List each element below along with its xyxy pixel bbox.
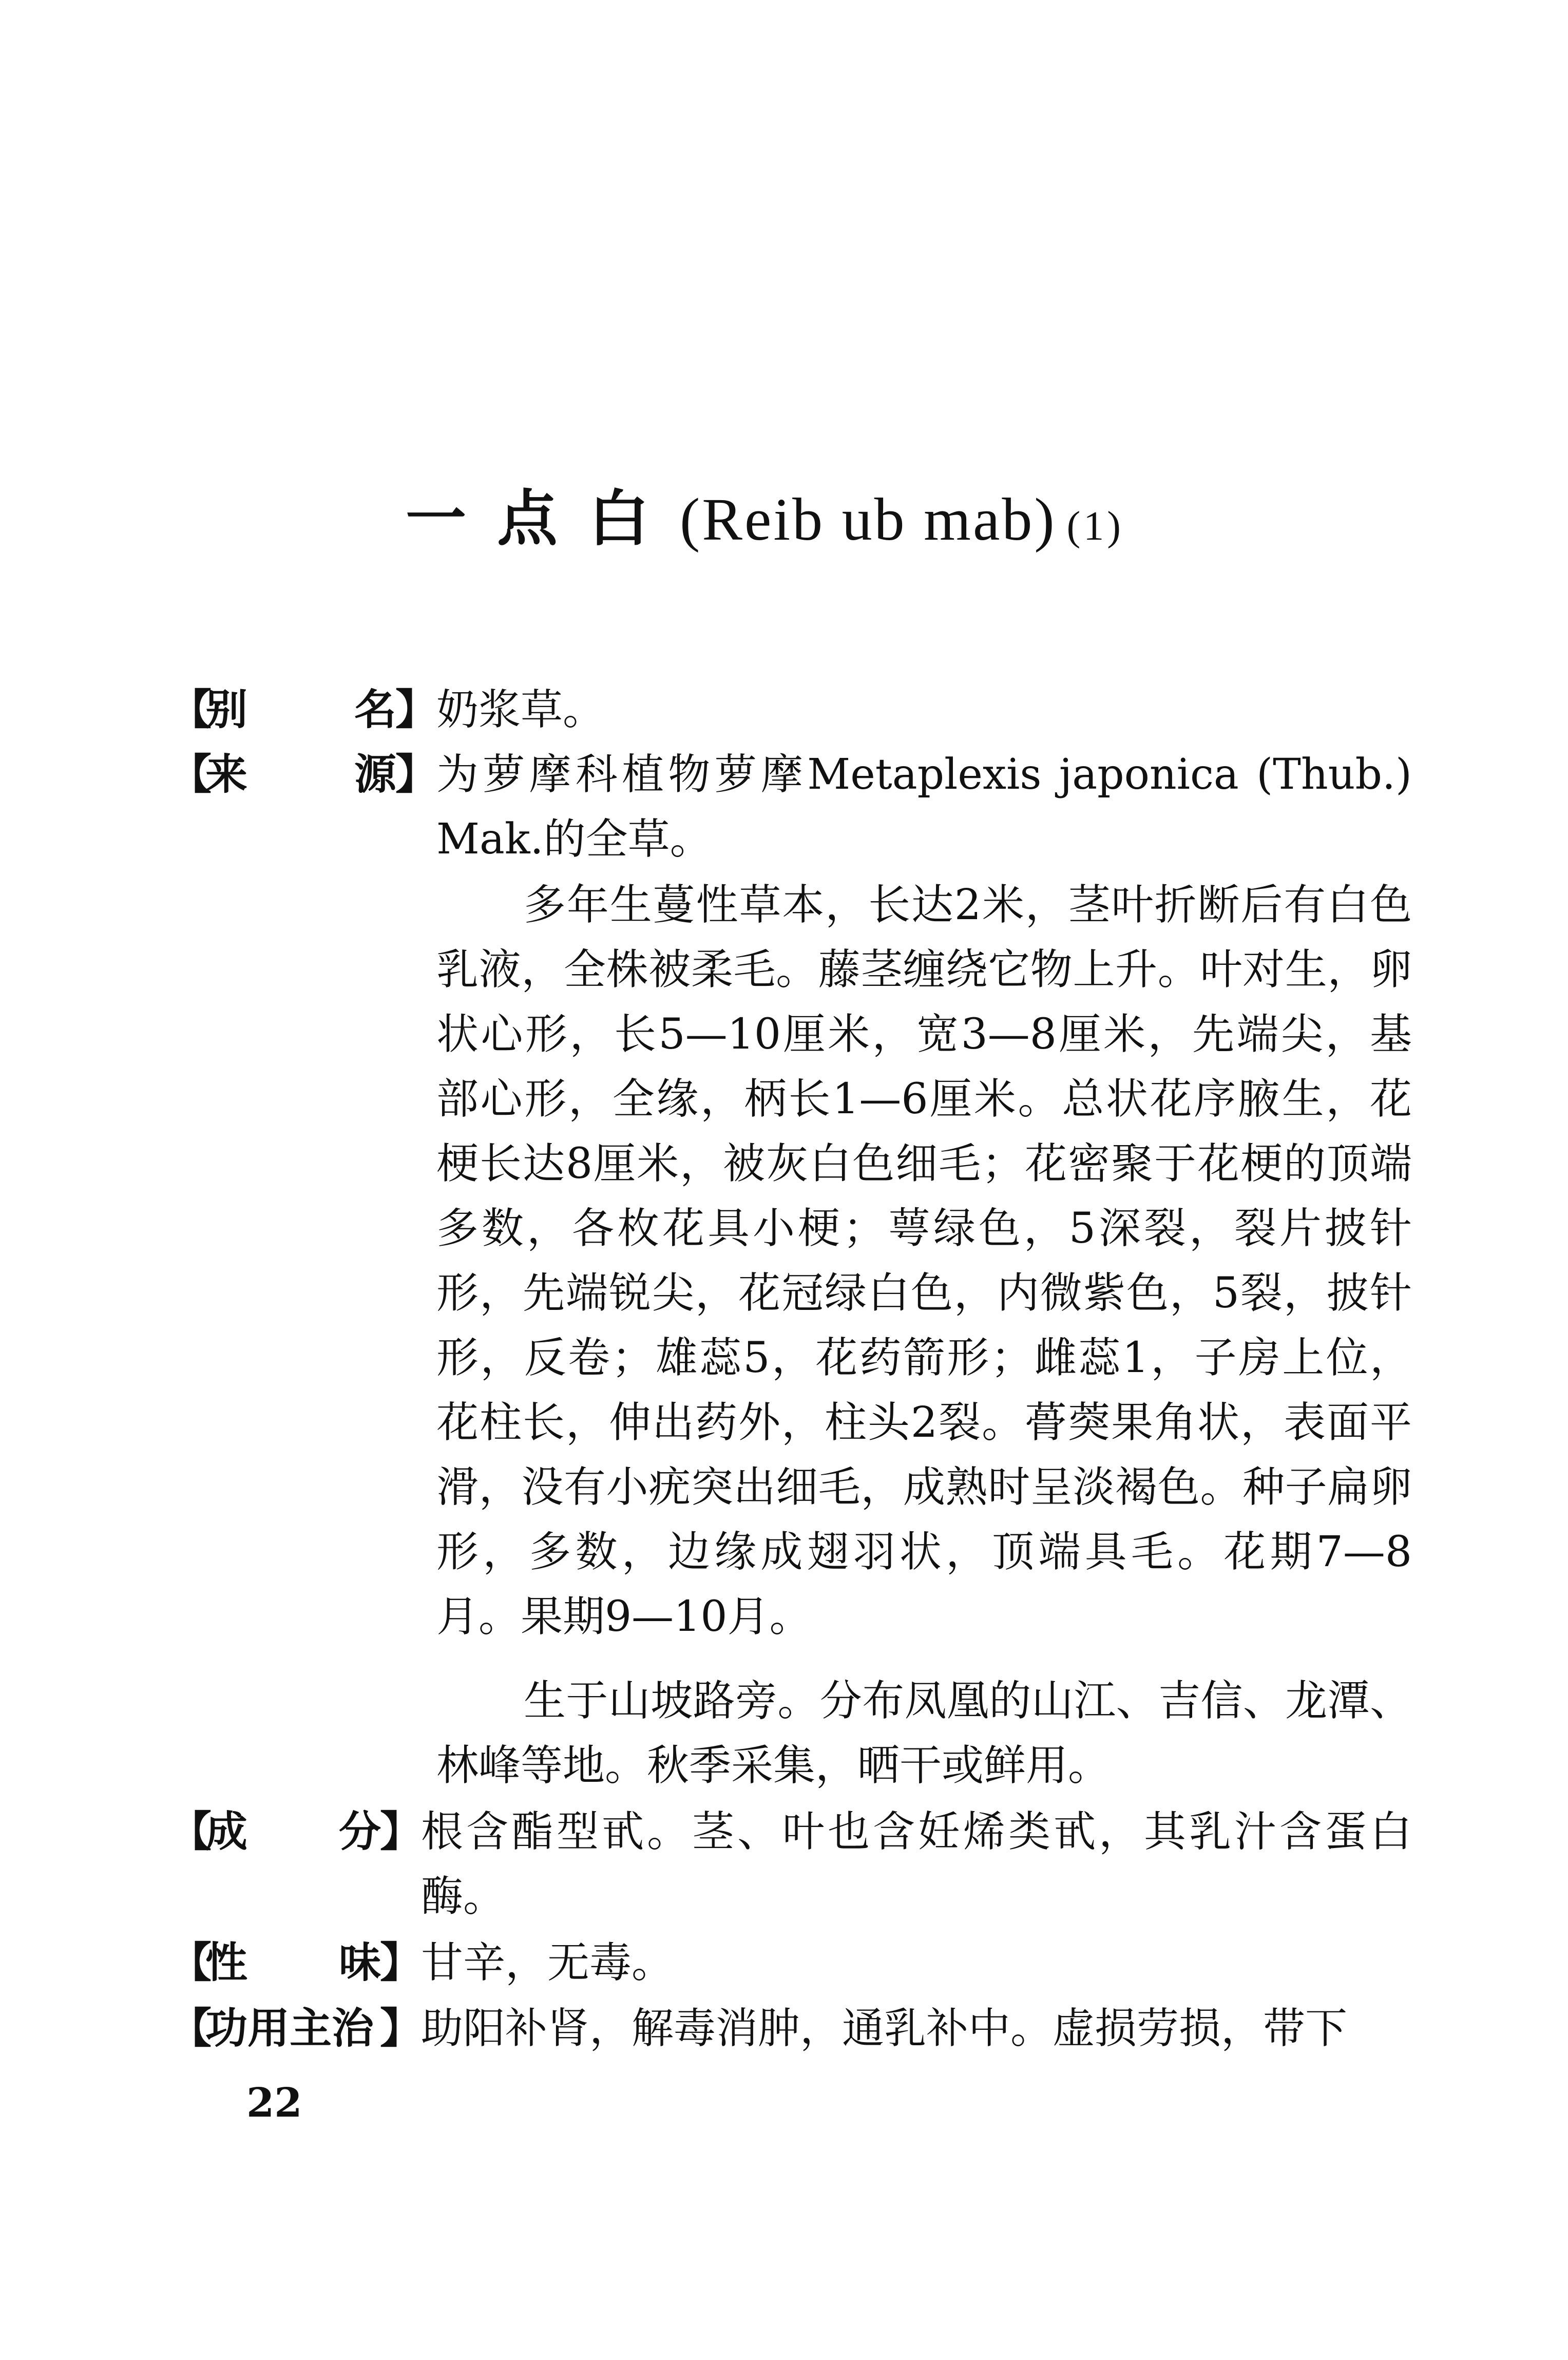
title-latin: (Reib ub mab) <box>680 486 1057 553</box>
entry-composition: 【 成 分 】 根含酯型甙。茎、叶也含妊烯类甙，其乳汁含蛋白酶。 <box>169 1800 1412 1929</box>
title-note: (1) <box>1066 504 1124 549</box>
page-title <box>406 478 1124 567</box>
title-chinese: 一点白 <box>406 483 680 554</box>
entry-taste: 【 性 味 】 甘辛，无毒。 <box>169 1931 1412 1995</box>
entry-alias: 【 别 名 】 奶浆草。 <box>169 678 1412 743</box>
entry-text: 为萝摩科植物萝摩Metaplexis japonica (Thub.)Mak.的全草。 <box>436 750 1412 864</box>
entry-text: 助阳补肾，解毒消肿，通乳补中。虚损劳损，带下 <box>421 2004 1348 2053</box>
entry-function: 【 功用主治 】 助阳补肾，解毒消肿，通乳补中。虚损劳损，带下 <box>169 1996 1412 2061</box>
entry-source: 【 来 源 】 为萝摩科植物萝摩Metaplexis japonica (Thub.)Mak.的全草。 <box>169 743 1412 872</box>
description-paragraph: 多年生蔓性草本，长达2米，茎叶折断后有白色乳液，全株被柔毛。藤茎缠绕它物上升。叶对生，卵状心形，长5—10厘米，宽3—8厘米，先端尖，基部心形，全缘，柄长1—6厘米。总状花序腋生，花梗长达8厘米，被灰白色细毛；花密聚于花梗的顶端多数，各枚花具小梗；萼绿色，5深裂，裂片披针形，先端锐尖，花冠绿白色，内微紫色，5裂，披针形，反卷；雄蕊5，花药箭形；雌蕊1，子房上位，花柱长，伸出药外，柱头2裂。蓇葖果角状，表面平滑，没有小疣突出细毛，成熟时呈淡褐色。种子扁卵形，多数，边缘成翅羽状，顶端具毛。花期7—8月。果期9—10月。 <box>436 881 1412 1641</box>
entry-text: 根含酯型甙。茎、叶也含妊烯类甙，其乳汁含蛋白酶。 <box>421 1807 1412 1921</box>
entry-text: 甘辛，无毒。 <box>421 1938 674 1987</box>
entry-text: 奶浆草。 <box>436 686 605 734</box>
distribution-paragraph: 生于山坡路旁。分布凤凰的山江、吉信、龙潭、林峰等地。秋季采集，晒干或鲜用。 <box>436 1677 1412 1790</box>
page-number: 22 <box>246 2080 302 2126</box>
